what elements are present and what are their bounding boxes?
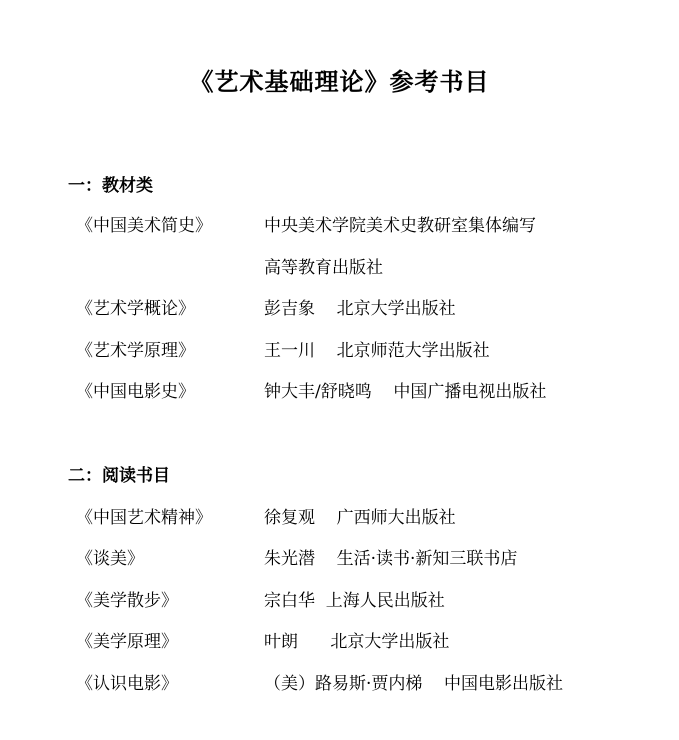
book-title: 《认识电影》	[76, 674, 178, 694]
document-title: 《艺术基础理论》参考书目	[189, 67, 490, 96]
book-title: 《艺术学概论》	[76, 299, 195, 319]
book-title: 《中国电影史》	[76, 382, 195, 402]
book-title: 《中国艺术精神》	[76, 508, 212, 528]
book-title: 《美学原理》	[76, 632, 178, 652]
book-author-publisher: 叶朗 北京大学出版社	[264, 632, 450, 652]
book-author-publisher: 朱光潜 生活·读书·新知三联书店	[264, 549, 518, 569]
book-author-publisher: 彭吉象 北京大学出版社	[264, 299, 456, 319]
book-title: 《艺术学原理》	[76, 341, 195, 361]
book-author-publisher: 徐复观 广西师大出版社	[264, 508, 456, 528]
book-title: 《谈美》	[76, 549, 144, 569]
book-publisher: 高等教育出版社	[264, 258, 383, 278]
book-author-publisher: （美）路易斯·贾内梯 中国电影出版社	[264, 674, 564, 694]
book-title: 《美学散步》	[76, 591, 178, 611]
book-author: 中央美术学院美术史教研室集体编写	[264, 216, 536, 236]
book-title: 《中国美术简史》	[76, 216, 212, 236]
book-author-publisher: 钟大丰/舒晓鸣 中国广播电视出版社	[264, 382, 547, 402]
book-author-publisher: 宗白华 上海人民出版社	[264, 591, 445, 611]
book-author-publisher: 王一川 北京师范大学出版社	[264, 341, 490, 361]
section-heading-textbooks: 一：教材类	[68, 176, 153, 196]
section-heading-reading: 二：阅读书目	[68, 466, 170, 486]
